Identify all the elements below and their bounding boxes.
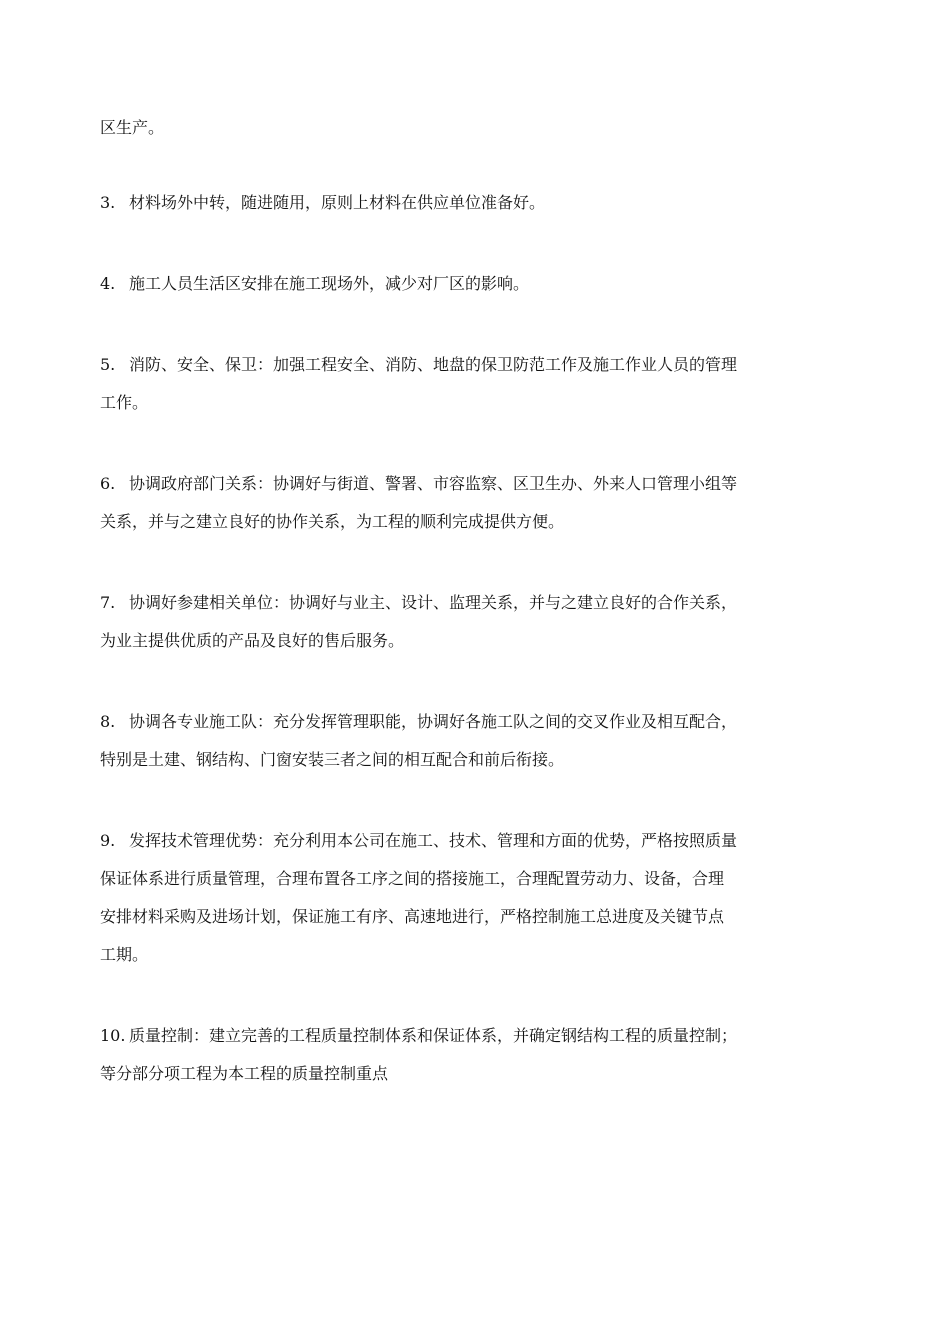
paragraph-line [100,346,856,384]
paragraph-line: 工期。 [100,945,149,964]
paragraph-text: 协调政府部门关系：协调好与街道、警署、市容监察、区卫生办、外来人口管理小组等 [129,474,738,493]
paragraph-8 [100,703,856,779]
paragraph-number: 6. [100,474,116,493]
paragraph-text: 质量控制：建立完善的工程质量控制体系和保证体系，并确定钢结构工程的质量控制； [129,1026,738,1045]
paragraph-line [100,465,856,503]
paragraph-5 [100,346,856,422]
paragraph-line: 等分部分项工程为本工程的质量控制重点 [100,1064,389,1083]
paragraph-number: 5. [100,355,116,374]
paragraph-number: 3. [100,193,116,212]
paragraph-9 [100,822,856,974]
paragraph-text: 施工人员生活区安排在施工现场外，减少对厂区的影响。 [129,274,530,293]
paragraph-3 [100,184,856,222]
paragraph-line: 安排材料采购及进场计划，保证施工有序、高速地进行，严格控制施工总进度及关键节点 [100,907,725,926]
paragraph-0 [100,109,856,147]
paragraph-line [100,703,856,741]
paragraph-line: 特别是土建、钢结构、门窗安装三者之间的相互配合和前后衔接。 [100,750,565,769]
paragraph-text: 协调各专业施工队：充分发挥管理职能，协调好各施工队之间的交叉作业及相互配合， [129,712,738,731]
paragraph-6 [100,465,856,541]
paragraph-line [100,1017,856,1055]
paragraph-line [100,265,856,303]
paragraph-line: 保证体系进行质量管理，合理布置各工序之间的搭接施工，合理配置劳动力、设备，合理 [100,869,725,888]
paragraph-line: 区生产。 [100,118,165,137]
paragraph-number: 4. [100,274,116,293]
paragraph-line [100,822,856,860]
paragraph-4 [100,265,856,303]
paragraph-number: 7. [100,593,116,612]
document-page [100,109,856,1136]
paragraph-number: 8. [100,712,116,731]
paragraph-text: 协调好参建相关单位：协调好与业主、设计、监理关系，并与之建立良好的合作关系， [129,593,738,612]
paragraph-line: 工作。 [100,393,149,412]
paragraph-text: 消防、安全、保卫：加强工程安全、消防、地盘的保卫防范工作及施工作业人员的管理 [129,355,738,374]
paragraph-number: 10. [100,1026,126,1045]
paragraph-10 [100,1017,856,1093]
paragraph-text: 发挥技术管理优势：充分利用本公司在施工、技术、管理和方面的优势，严格按照质量 [129,831,738,850]
paragraph-line [100,184,856,222]
paragraph-line [100,584,856,622]
paragraph-line: 关系，并与之建立良好的协作关系，为工程的顺利完成提供方便。 [100,512,565,531]
paragraph-number: 9. [100,831,116,850]
paragraph-text: 材料场外中转，随进随用，原则上材料在供应单位准备好。 [129,193,546,212]
paragraph-7 [100,584,856,660]
paragraph-line: 为业主提供优质的产品及良好的售后服务。 [100,631,405,650]
